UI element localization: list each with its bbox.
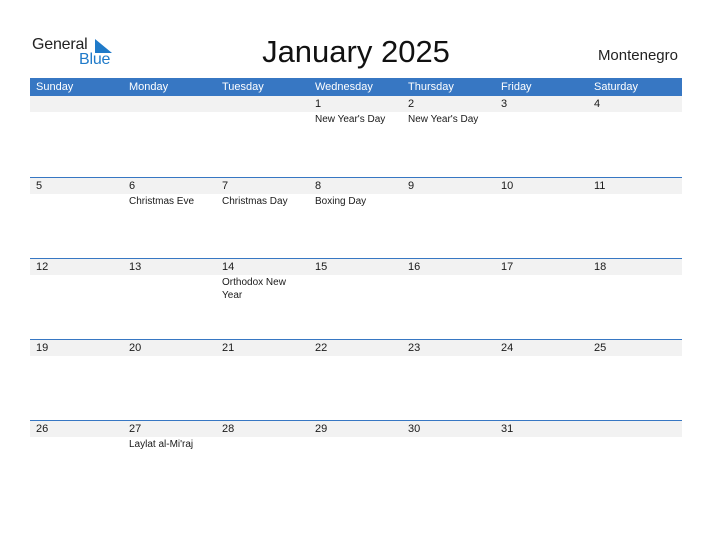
day-number: 31	[495, 421, 588, 437]
day-number	[30, 96, 123, 112]
day-number: 18	[588, 259, 682, 275]
day-number	[588, 421, 682, 437]
day-cell	[309, 421, 402, 501]
day-cell	[588, 340, 682, 420]
day-cell	[309, 259, 402, 339]
day-number: 19	[30, 340, 123, 356]
day-cell	[309, 178, 402, 258]
holiday-label: Orthodox New Year	[222, 277, 286, 301]
week-row	[30, 339, 682, 420]
day-cell	[495, 96, 588, 177]
holiday-label: Christmas Eve	[129, 196, 195, 207]
day-number: 6	[123, 178, 216, 194]
day-number	[216, 96, 309, 112]
day-number: 17	[495, 259, 588, 275]
day-cell	[402, 96, 495, 177]
weekday-tuesday: Tuesday	[222, 81, 264, 93]
day-number: 28	[216, 421, 309, 437]
weeks-container	[30, 96, 682, 501]
day-number: 15	[309, 259, 402, 275]
day-number: 20	[123, 340, 216, 356]
weekday-friday: Friday	[501, 81, 532, 93]
day-number: 9	[402, 178, 495, 194]
day-cell	[216, 96, 309, 177]
day-cell	[495, 259, 588, 339]
day-cell	[30, 259, 123, 339]
day-cell	[402, 259, 495, 339]
day-number: 23	[402, 340, 495, 356]
weekday-monday: Monday	[129, 81, 169, 93]
day-cell	[588, 178, 682, 258]
day-cell	[123, 340, 216, 420]
weekday-wednesday: Wednesday	[315, 81, 373, 93]
day-number: 12	[30, 259, 123, 275]
day-number: 27	[123, 421, 216, 437]
day-cell	[30, 178, 123, 258]
holiday-label: New Year's Day	[315, 114, 386, 125]
weekday-sunday: Sunday	[36, 81, 74, 93]
country-label: Montenegro	[597, 47, 678, 64]
day-cell	[123, 259, 216, 339]
day-number: 29	[309, 421, 402, 437]
week-row	[30, 420, 682, 501]
week-row	[30, 177, 682, 258]
holiday-label: Boxing Day	[315, 196, 367, 207]
day-number: 2	[402, 96, 495, 112]
week-row	[30, 96, 682, 177]
day-number: 13	[123, 259, 216, 275]
day-number	[123, 96, 216, 112]
day-cell	[216, 421, 309, 501]
day-cell	[495, 178, 588, 258]
day-cell	[216, 178, 309, 258]
holiday-label: New Year's Day	[408, 114, 479, 125]
day-number: 25	[588, 340, 682, 356]
calendar-grid	[30, 78, 682, 501]
day-number: 16	[402, 259, 495, 275]
day-cell	[402, 421, 495, 501]
day-cell	[588, 259, 682, 339]
day-cell	[30, 96, 123, 177]
weekday-thursday: Thursday	[408, 81, 454, 93]
calendar-title: January 2025	[262, 34, 450, 69]
day-number: 5	[30, 178, 123, 194]
weekday-header	[30, 78, 682, 96]
day-cell	[309, 340, 402, 420]
holiday-label: Laylat al-Mi'raj	[129, 439, 194, 450]
day-number: 22	[309, 340, 402, 356]
week-row	[30, 258, 682, 339]
logo-blue-text: Blue	[79, 51, 111, 68]
day-number: 30	[402, 421, 495, 437]
day-number: 3	[495, 96, 588, 112]
day-number: 24	[495, 340, 588, 356]
day-cell	[123, 178, 216, 258]
day-number: 26	[30, 421, 123, 437]
day-cell	[495, 421, 588, 501]
day-cell	[30, 421, 123, 501]
day-cell	[123, 96, 216, 177]
holiday-label: Christmas Day	[222, 196, 288, 207]
day-number: 10	[495, 178, 588, 194]
day-cell	[123, 421, 216, 501]
day-number: 14	[216, 259, 309, 275]
day-number: 1	[309, 96, 402, 112]
day-number: 8	[309, 178, 402, 194]
day-cell	[588, 421, 682, 501]
day-cell	[588, 96, 682, 177]
day-number: 7	[216, 178, 309, 194]
logo-general-text: General	[32, 36, 88, 53]
day-cell	[402, 178, 495, 258]
day-number: 21	[216, 340, 309, 356]
day-number: 11	[588, 178, 682, 194]
day-cell	[30, 340, 123, 420]
day-number: 4	[588, 96, 682, 112]
day-cell	[309, 96, 402, 177]
day-cell	[402, 340, 495, 420]
day-cell	[216, 259, 309, 339]
day-cell	[495, 340, 588, 420]
weekday-saturday: Saturday	[594, 81, 639, 93]
day-cell	[216, 340, 309, 420]
